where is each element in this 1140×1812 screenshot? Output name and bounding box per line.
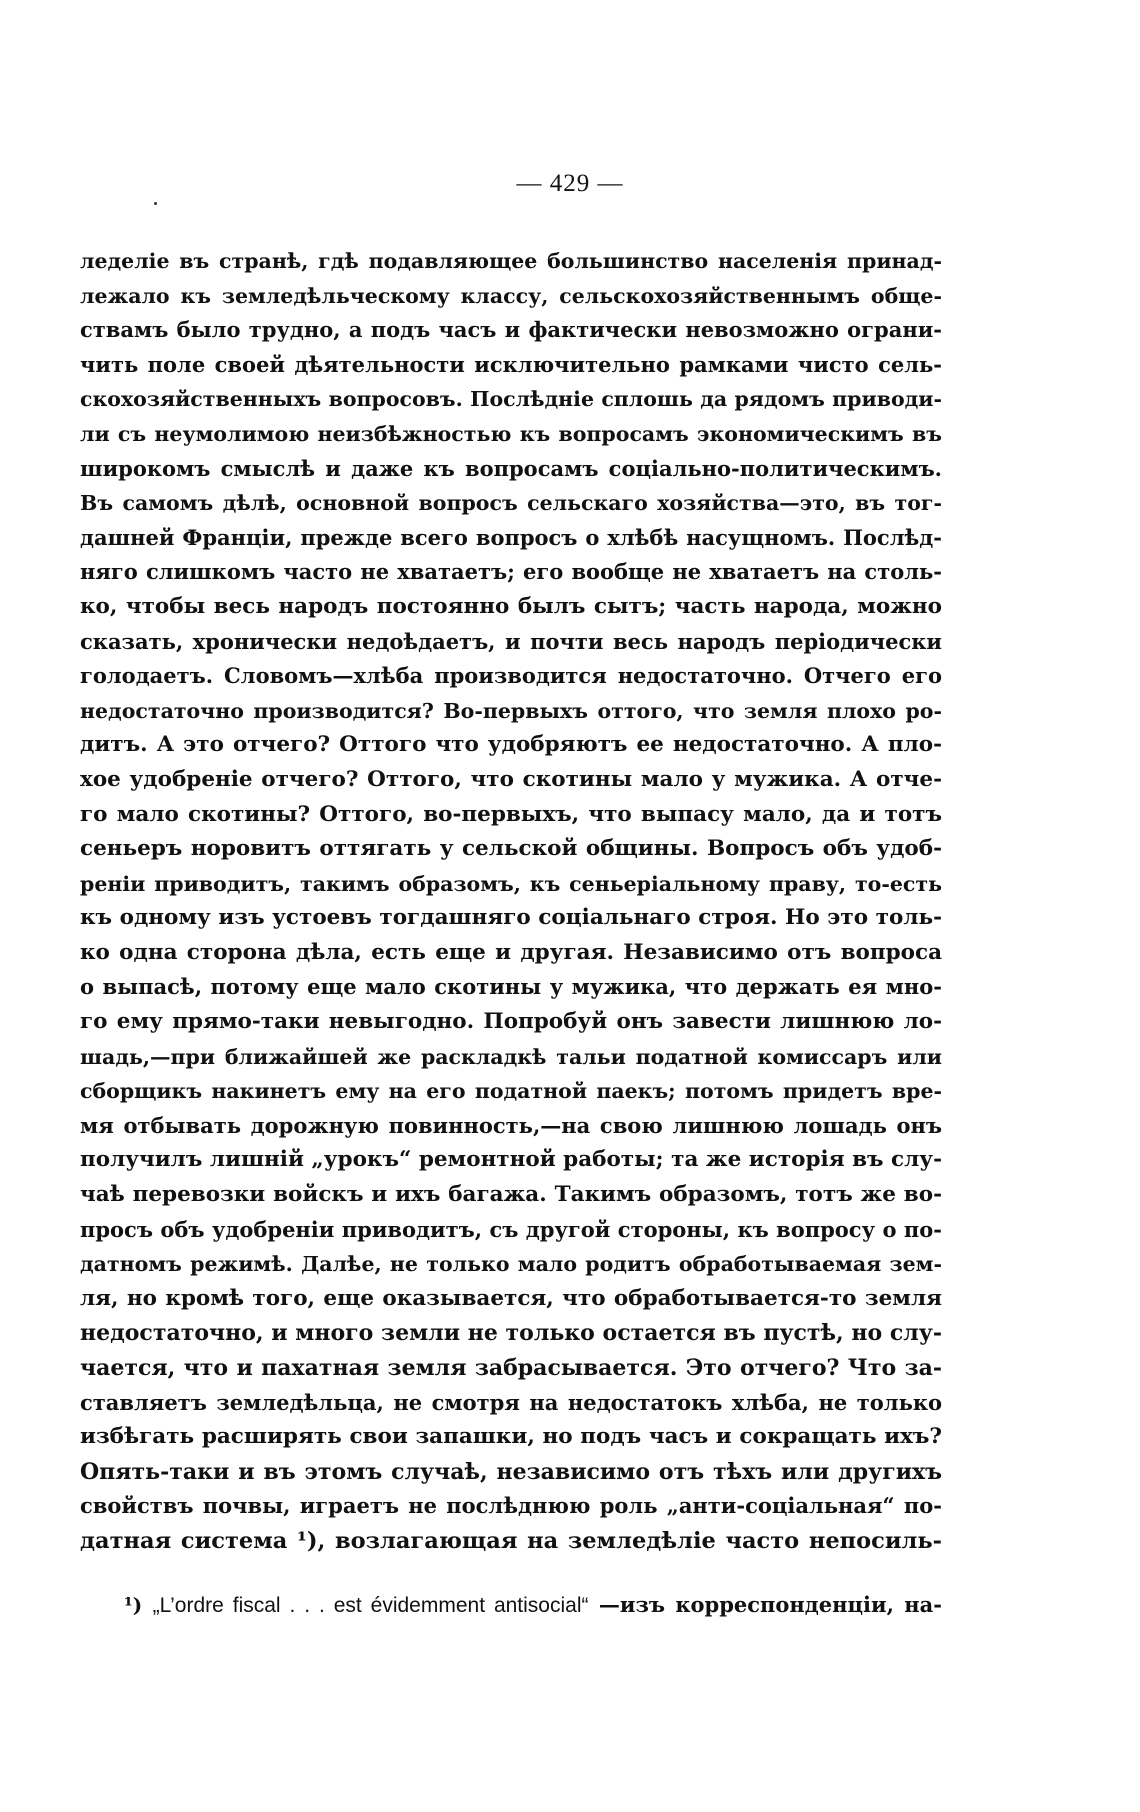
text-line: ля, но кромѣ того, еще оказывается, что обработывается-то земля — [80, 1285, 942, 1311]
text-line: дашней Франціи, прежде всего вопросъ о хлѣбѣ насущномъ. Послѣд- — [80, 524, 942, 550]
text-line: свойствъ почвы, играетъ не послѣднюю роль „анти-соціальная“ по- — [80, 1493, 942, 1519]
text-line: избѣгать расширять свои запашки, но подъ часъ и сокращать ихъ? — [80, 1424, 942, 1450]
text-line: просъ объ удобреніи приводитъ, съ другой стороны, къ вопросу о по- — [80, 1216, 942, 1242]
text-line: чается, что и пахатная земля забрасывается. Это отчего? Что за- — [80, 1355, 942, 1381]
text-line: сборщикъ накинетъ ему на его податной паекъ; потомъ придетъ вре- — [80, 1079, 942, 1104]
text-line: къ одному изъ устоевъ тогдашняго соціальнаго строя. Но это толь- — [80, 905, 942, 931]
main-text-block — [80, 244, 942, 1559]
text-line: ствамъ было трудно, а подъ часъ и фактически невозможно ограни- — [80, 317, 942, 343]
footnote — [124, 1590, 942, 1621]
text-line: датная система ¹), возлагающая на земледѣліе часто непосиль- — [80, 1527, 942, 1554]
text-line: сеньеръ норовитъ оттягать у сельской общины. Вопросъ объ удоб- — [80, 836, 942, 862]
text-line: го ему прямо-таки невыгодно. Попробуй онъ завести лишнюю ло- — [80, 1009, 942, 1035]
text-line: чить поле своей дѣятельности исключительно рамками чисто сель- — [80, 351, 942, 377]
text-line: недостаточно, и много земли не только остается въ пустѣ, но слу- — [80, 1320, 942, 1347]
text-line: ли съ неумолимою неизбѣжностью къ вопросамъ экономическимъ въ — [80, 421, 942, 446]
text-line: недостаточно производится? Во-первыхъ оттого, что земля плохо ро- — [80, 698, 942, 723]
text-line: Опять-таки и въ этомъ случаѣ, независимо отъ тѣхъ или другихъ — [80, 1458, 942, 1485]
text-line: дитъ. А это отчего? Оттого что удобряютъ ее недостаточно. А пло- — [80, 732, 942, 758]
footnote-marker: ¹) — [124, 1593, 143, 1617]
scan-speck — [154, 202, 157, 205]
text-line: ко, чтобы весь народъ постоянно былъ сытъ; часть народа, можно — [80, 593, 942, 619]
text-line: сказать, хронически недоѣдаетъ, и почти весь народъ періодически — [80, 628, 942, 654]
text-line: голодаетъ. Словомъ—хлѣба производится недостаточно. Отчего его — [80, 663, 942, 689]
text-line: няго слишкомъ часто не хватаетъ; его вообще не хватаетъ на столь- — [80, 559, 942, 585]
text-line: мя отбывать дорожную повинность,—на свою лишнюю лошадь онъ — [80, 1112, 942, 1138]
text-line: хое удобреніе отчего? Оттого, что скотины мало у мужика. А отче- — [80, 766, 942, 792]
footnote-quote: „L’ordre fiscal . . . est évidemment antisocial“ — [152, 1594, 589, 1617]
text-line: чаѣ перевозки войскъ и ихъ багажа. Такимъ образомъ, тотъ же во- — [80, 1182, 942, 1208]
text-line: лежало къ земледѣльческому классу, сельскохозяйственнымъ обще- — [80, 283, 942, 308]
text-line: реніи приводитъ, такимъ образомъ, къ сеньеріальному праву, то-есть — [80, 871, 942, 896]
footnote-text: —изъ корреспонденціи, на- — [598, 1592, 942, 1617]
text-line: Въ самомъ дѣлѣ, основной вопросъ сельскаго хозяйства—это, въ тог- — [80, 491, 942, 516]
text-line: широкомъ смыслѣ и даже къ вопросамъ соціально-политическимъ. — [80, 455, 942, 481]
text-line: ставляетъ земледѣльца, не смотря на недостатокъ хлѣба, не только — [80, 1389, 942, 1415]
text-line: го мало скотины? Оттого, во-первыхъ, что выпасу мало, да и тотъ — [80, 801, 942, 827]
text-line: ко одна сторона дѣла, есть еще и другая. Независимо отъ вопроса — [80, 939, 942, 965]
text-line: получилъ лишній „урокъ“ ремонтной работы; та же исторія въ слу- — [80, 1147, 942, 1173]
text-line: скохозяйственныхъ вопросовъ. Послѣдніе сплошь да рядомъ приводи- — [80, 387, 942, 412]
text-line: шадь,—при ближайшей же раскладкѣ тальи податной комиссаръ или — [80, 1044, 942, 1069]
text-line: датномъ режимѣ. Далѣе, не только мало родитъ обработываемая зем- — [80, 1252, 942, 1277]
text-line: леделіе въ странѣ, гдѣ подавляющее большинство населенія принад- — [80, 249, 942, 273]
page-number: — 429 — — [516, 170, 624, 197]
text-line: о выпасѣ, потому еще мало скотины у мужика, что держать ея мно- — [80, 974, 942, 1000]
